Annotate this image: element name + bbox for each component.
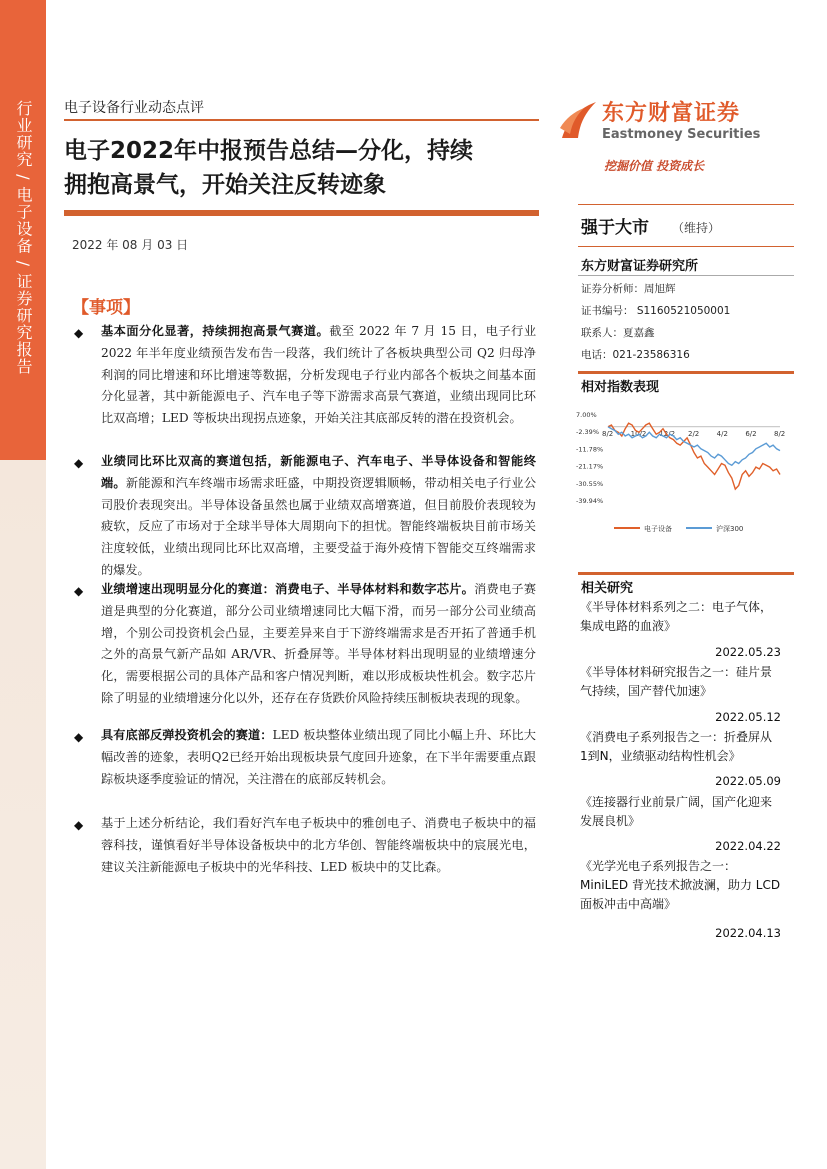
x-tick-label: 4/2: [716, 429, 728, 438]
diamond-bullet-icon: ◆: [74, 456, 84, 470]
legend-label: 沪深300: [716, 525, 744, 533]
related-item[interactable]: [580, 598, 794, 636]
related-item-line: 集成电路的血液》: [580, 619, 677, 633]
rating-rule-bottom: [578, 246, 794, 247]
bullet-paragraph: [101, 321, 536, 430]
y-tick-label: 7.00%: [576, 411, 597, 419]
analyst: 证券分析师：周旭辉: [581, 283, 676, 295]
related-item-line: 《消费电子系列报告之一：折叠屏从: [580, 730, 773, 744]
diamond-bullet-icon: ◆: [74, 818, 84, 832]
bullet-lead: 业绩同比环比双高的赛道包括，新能源电子、汽车电子、半导体设备和智能终端。: [101, 454, 536, 490]
chart-section-heading: 相对指数表现: [581, 380, 660, 395]
legend-label: 电子设备: [644, 525, 672, 533]
diamond-bullet-icon: ◆: [74, 730, 84, 744]
institute-rule: [578, 275, 794, 276]
bullet-text: 消费电子赛道是典型的分化赛道，部分公司业绩增速同比大幅下滑，而另一部分公司业绩高增，个别公司投资机会凸显，主要差异来自于下游终端需求是否开拓了普通手机之外的高景气新产品如 AR/VR、折叠屏等。半导体材料出现明显的业绩增速分化，需要根据公司的具体产品和客户情况判断，难以形成板块性机会。数字芯片除了明显的业绩增速分化以外，还存在存货跌价风险持续压制板块表现的现象。: [101, 582, 537, 705]
rating-rule-top: [578, 204, 794, 205]
related-item-date: 2022.05.12: [715, 710, 781, 724]
y-tick-label: -11.78%: [576, 445, 604, 454]
rating-sub: （维持）: [672, 221, 721, 235]
related-item-date: 2022.05.09: [715, 774, 781, 788]
brand-name-en: Eastmoney Securities: [602, 127, 761, 142]
phone: 电话：021-23586316: [581, 349, 690, 361]
title-rule: [64, 210, 539, 216]
related-item-line: 《半导体材料系列之二：电子气体，: [580, 600, 773, 614]
related-section-rule: [578, 572, 794, 575]
related-item-date: 2022.04.22: [715, 839, 781, 853]
x-tick-label: 10/2: [630, 429, 647, 438]
bullet-lead: 基本面分化显著，持续拥抱高景气赛道。: [101, 324, 330, 338]
related-item[interactable]: [580, 857, 794, 914]
related-item-date: 2022.04.13: [715, 926, 781, 940]
relative-index-chart: [574, 404, 796, 544]
bullet-text: 基于上述分析结论，我们看好汽车电子板块中的雅创电子、消费电子板块中的福蓉科技，谨慎看好半导体设备板块中的北方华创、智能终端板块中的宸展光电，建议关注新能源电子板块中的光华科技、LED 板块中的艾比森。: [101, 816, 536, 874]
related-item-line: 《连接器行业前景广阔，国产化迎来: [580, 795, 773, 809]
institute-name: 东方财富证券研究所: [581, 259, 699, 274]
brand-name-cn: 东方财富证券: [602, 101, 741, 126]
bullet-paragraph: [101, 813, 536, 878]
x-tick-label: 8/2: [774, 429, 786, 438]
section-title: 【事项】: [72, 298, 140, 318]
title-line-2: 拥抱高景气，开始关注反转迹象: [64, 172, 386, 198]
bullet-paragraph: [101, 579, 536, 710]
rating-label: 强于大市: [581, 218, 649, 238]
related-item[interactable]: [580, 728, 794, 766]
y-tick-label: -21.17%: [576, 462, 604, 471]
title-line-1: 电子2022年中报预告总结—分化，持续: [64, 138, 474, 164]
y-tick-label: -39.94%: [576, 497, 604, 505]
bullet-text: 截至 2022 年 7 月 15 日，电子行业 2022 年半年度业绩预告发布告一段落，我们统计了各板块典型公司 Q2 归母净利润的同比增速和环比增速等数据，分析发现电子行业内部各个板块之间基本面分化显著，其中新能源电子、汽车电子等下游需求高景气赛道，业绩出现同比环比双高增；LED 等板块出现拐点迹象，开始关注其底部反转的潜在投资机会。: [101, 324, 537, 426]
page-title: [64, 134, 544, 202]
sidebar-vertical-text: 行业研究 / 电子设备 / 证券研究报告: [14, 100, 33, 376]
related-section-heading: 相关研究: [581, 581, 634, 596]
header-rule: [64, 119, 539, 121]
y-tick-label: -30.55%: [576, 479, 604, 488]
brand-mark-icon: [558, 98, 600, 144]
diamond-bullet-icon: ◆: [74, 584, 84, 598]
related-item-line: MiniLED 背光技术掀波澜，助力 LCD: [580, 878, 781, 892]
x-tick-label: 8/2: [602, 429, 614, 438]
report-date: 2022 年 08 月 03 日: [72, 238, 189, 252]
related-item-line: 面板冲击中高端》: [580, 897, 677, 911]
related-item-line: 《光学光电子系列报告之一：: [580, 859, 737, 873]
bullet-text: LED 板块整体业绩出现了同比小幅上升、环比大幅改善的迹象，表明Q2已经开始出现板块景气度回升迹象，在下半年需要重点跟踪板块逐季度验证的情况，关注潜在的底部反转机会。: [101, 728, 536, 786]
related-item-line: 1到N，业绩驱动结构性机会》: [580, 749, 741, 763]
brand-slogan: 挖掘价值 投资成长: [604, 159, 705, 173]
y-tick-label: -2.39%: [576, 428, 599, 437]
related-item[interactable]: [580, 663, 794, 701]
x-tick-label: 2/2: [688, 429, 700, 438]
related-item-line: 《半导体材料研究报告之一：硅片景: [580, 665, 773, 679]
related-item-line: 气持续，国产替代加速》: [580, 684, 713, 698]
bullet-lead: 具有底部反弹投资机会的赛道：: [101, 728, 273, 742]
related-item-date: 2022.05.23: [715, 645, 781, 659]
cert-number: 证书编号： S1160521050001: [581, 305, 731, 317]
related-item[interactable]: [580, 793, 794, 831]
report-type: 电子设备行业动态点评: [64, 100, 204, 116]
bullet-paragraph: [101, 725, 536, 790]
bullet-text: 新能源和汽车终端市场需求旺盛，中期投资逻辑顺畅，带动相关电子行业公司股价表现突出。半导体设备虽然也属于业绩双高增赛道，但目前股价表现较为疲软，反应了市场对于全球半导体大周期向下的担忧。智能终端板块目前市场关注度较低，业绩出现同比环比双高增，主要受益于海外疫情下智能交互终端需求的爆发。: [101, 475, 537, 577]
chart-section-rule: [578, 371, 794, 374]
brand-logo: [558, 96, 768, 152]
contact: 联系人：夏嘉鑫: [581, 327, 655, 339]
bullet-lead: 业绩增速出现明显分化的赛道：消费电子、半导体材料和数字芯片。: [101, 582, 475, 596]
related-item-line: 发展良机》: [580, 814, 641, 828]
left-sidebar-band: [0, 0, 46, 1169]
x-tick-label: 12/2: [659, 429, 676, 438]
bullet-paragraph: [101, 451, 536, 582]
x-tick-label: 6/2: [745, 429, 757, 438]
diamond-bullet-icon: ◆: [74, 326, 84, 340]
chart-svg: [574, 404, 796, 544]
